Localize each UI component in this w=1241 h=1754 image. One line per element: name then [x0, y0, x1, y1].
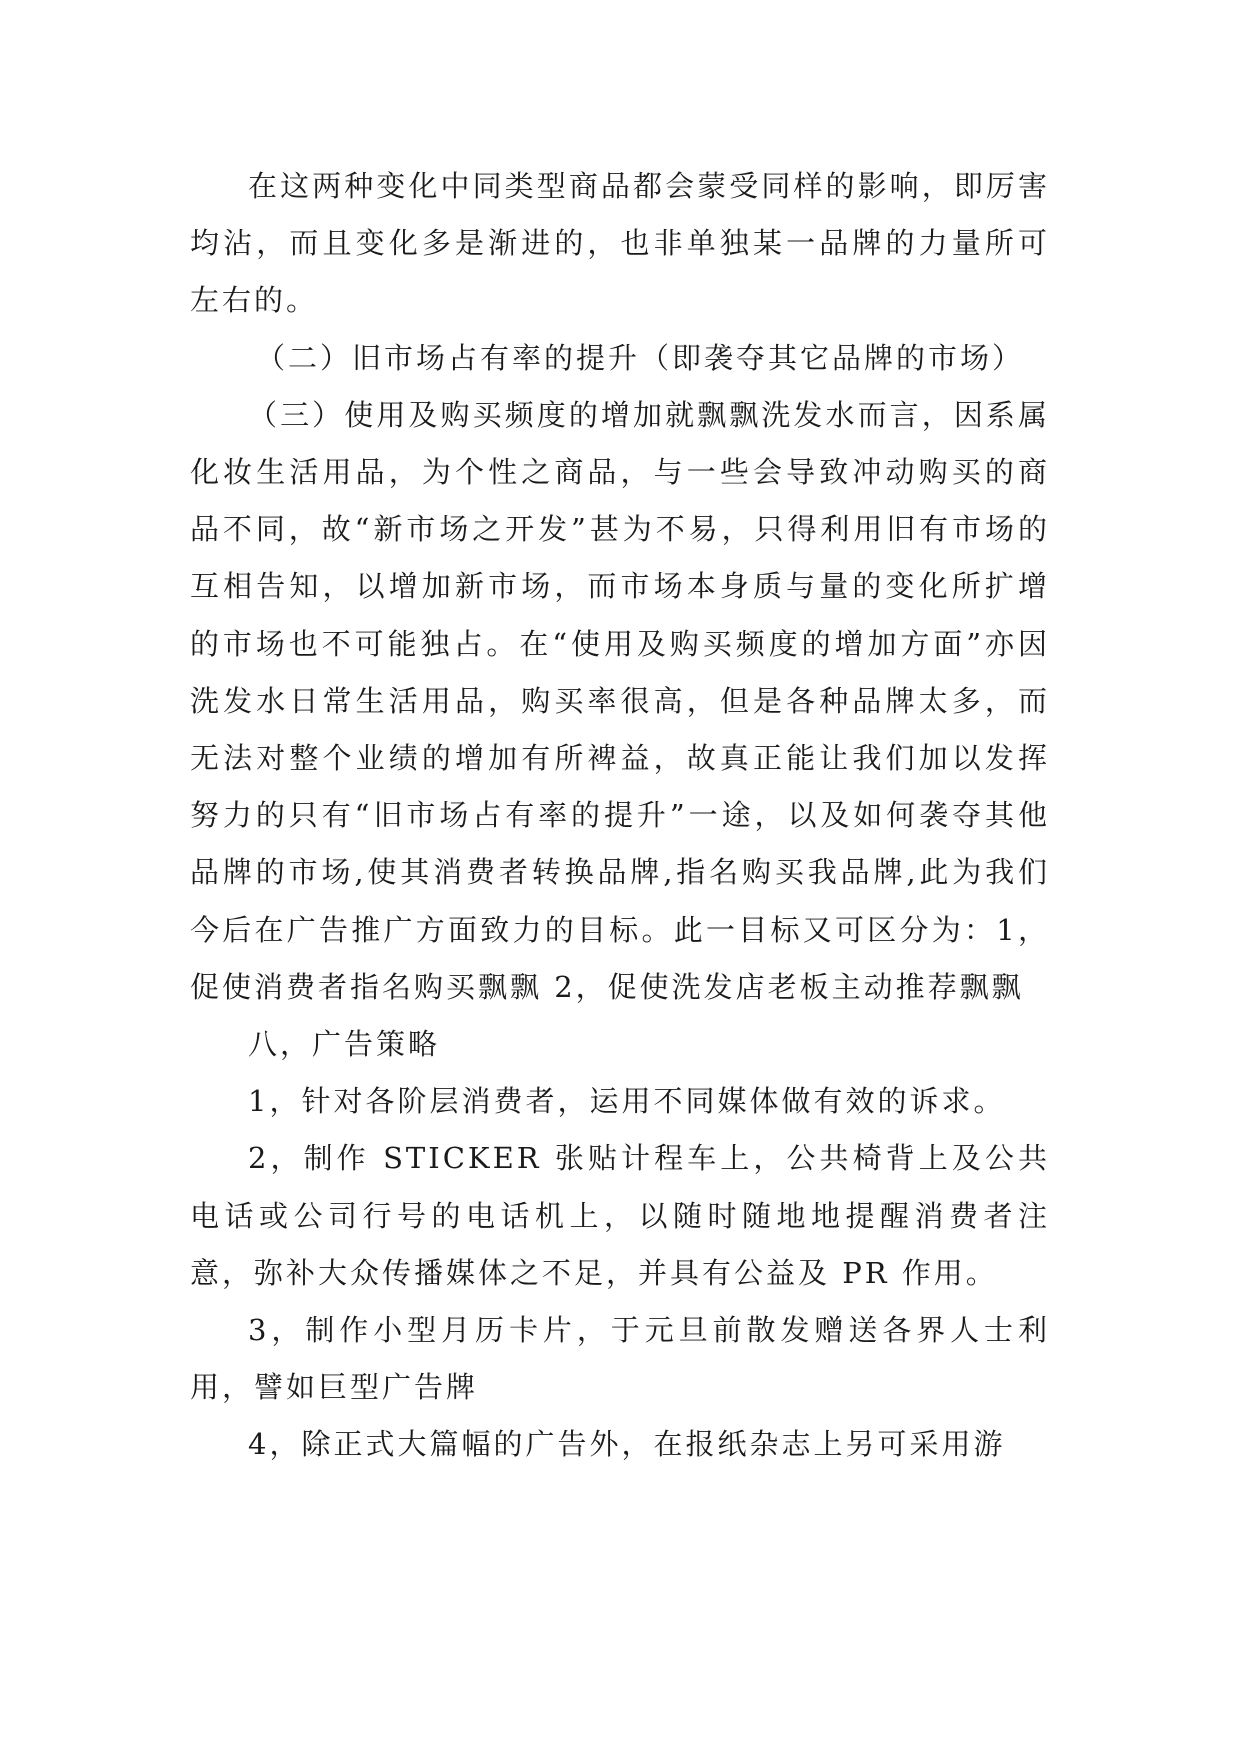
paragraph-strategy-3: 3，制作小型月历卡片，于元旦前散发赠送各界人士利用，譬如巨型广告牌: [190, 1313, 1050, 1405]
document-body: [190, 158, 1050, 1474]
paragraph-strategy-4: 4，除正式大篇幅的广告外，在报纸杂志上另可采用游: [248, 1427, 1006, 1462]
paragraph-strategy-2: 2，制作 STICKER 张贴计程车上，公共椅背上及公共电话或公司行号的电话机上，以随时随地地提醒消费者注意，弥补大众传播媒体之不足，并具有公益及 PR 作用。: [190, 1141, 1050, 1290]
paragraph-usage-frequency: （三）使用及购买频度的增加就飘飘洗发水而言，因系属化妆生活用品，为个性之商品，与一些会导致冲动购买的商品不同，故“新市场之开发”甚为不易，只得利用旧有市场的互相告知，以增加新市场，而市场本身质与量的变化所扩增的市场也不可能独占。在“使用及购买频度的增加方面”亦因洗发水日常生活用品，购买率很高，但是各种品牌太多，而无法对整个业绩的增加有所裨益，故真正能让我们加以发挥努力的只有“旧市场占有率的提升”一途，以及如何袭夺其他品牌的市场,使其消费者转换品牌,指名购买我品牌,此为我们今后在广告推广方面致力的目标。此一目标又可区分为：1，促使消费者指名购买飘飘 2，促使洗发店老板主动推荐飘飘: [190, 397, 1050, 1004]
heading-old-market-share: （二）旧市场占有率的提升（即袭夺其它品牌的市场）: [256, 340, 1025, 375]
paragraph-strategy-1: 1，针对各阶层消费者，运用不同媒体做有效的诉求。: [248, 1084, 1006, 1119]
heading-ad-strategy: 八，广告策略: [248, 1027, 441, 1062]
paragraph-price-change-effect: 在这两种变化中同类型商品都会蒙受同样的影响，即厉害均沾，而且变化多是渐进的，也非单独某一品牌的力量所可左右的。: [190, 169, 1050, 318]
